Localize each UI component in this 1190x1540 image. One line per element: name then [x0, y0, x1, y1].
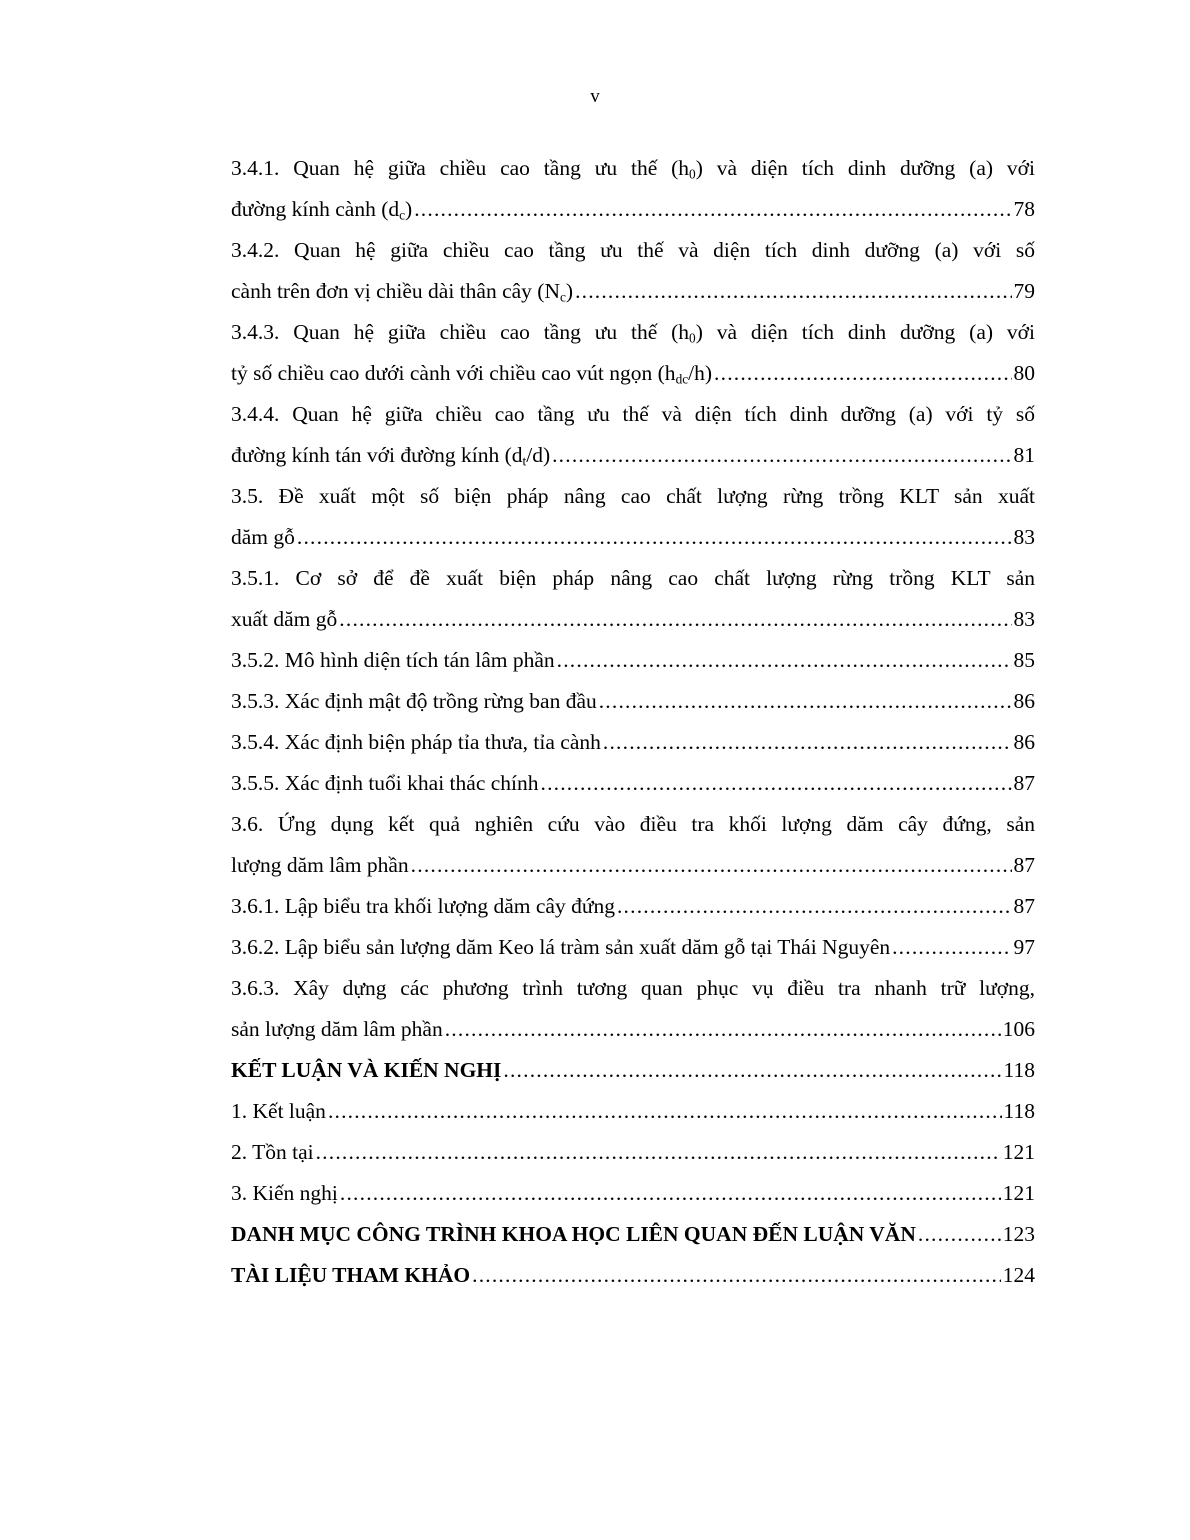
toc-entry-text: 3.5.2. Mô hình diện tích tán lâm phần [231, 648, 555, 672]
toc-entry-text: 3.5.5. Xác định tuổi khai thác chính [231, 771, 539, 795]
toc-entry-line2: xuất dăm gỗ [231, 607, 338, 631]
toc-entry-line1: 3.4.4. Quan hệ giữa chiều cao tầng ưu thế và diện tích dinh dưỡng (a) với tỷ số [231, 402, 1035, 426]
leader-dots [328, 1091, 1002, 1132]
toc-entry-3-4-3[interactable] [231, 312, 1035, 394]
table-of-contents [231, 148, 1035, 1296]
leader-dots [339, 599, 1011, 640]
toc-entry-text: 3.5.3. Xác định mật độ trồng rừng ban đầu [231, 689, 597, 713]
toc-page-number: 118 [1003, 1099, 1035, 1123]
toc-entry-line1: 3.4.2. Quan hệ giữa chiều cao tầng ưu thế và diện tích dinh dưỡng (a) với số [231, 238, 1035, 262]
toc-page-number: 85 [1013, 648, 1035, 672]
toc-page-number: 106 [1002, 1017, 1035, 1041]
toc-entry-line2: sản lượng dăm lâm phần [231, 1017, 443, 1041]
leader-dots [557, 640, 1012, 681]
toc-entry-3-6-2[interactable] [231, 927, 1035, 968]
toc-entry-line2: đường kính cành $(d_c)$ [231, 197, 413, 223]
toc-page-number: 81 [1013, 443, 1035, 467]
toc-entry-kien-nghi[interactable] [231, 1173, 1035, 1214]
toc-entry-line2: lượng dăm lâm phần [231, 853, 409, 877]
toc-page-number: 87 [1013, 894, 1035, 918]
toc-entry-text: 2. Tồn tại [231, 1140, 314, 1164]
toc-entry-line2: dăm gỗ [231, 525, 295, 549]
leader-dots [552, 435, 1011, 476]
toc-entry-line1: 3.5. Đề xuất một số biện pháp nâng cao chất lượng rừng trồng KLT sản xuất [231, 484, 1035, 508]
toc-entry-ton-tai[interactable] [231, 1132, 1035, 1173]
leader-dots [541, 763, 1012, 804]
toc-entry-3-5-4[interactable] [231, 722, 1035, 763]
toc-entry-text: DANH MỤC CÔNG TRÌNH KHOA HỌC LIÊN QUAN ĐẾN LUẬN VĂN [231, 1222, 916, 1246]
toc-page-number: 79 [1013, 279, 1035, 303]
toc-entry-3-6-1[interactable] [231, 886, 1035, 927]
toc-page-number: 87 [1013, 853, 1035, 877]
leader-dots [503, 1050, 1001, 1091]
toc-entry-3-5-3[interactable] [231, 681, 1035, 722]
leader-dots [472, 1255, 1001, 1296]
toc-entry-3-5-2[interactable] [231, 640, 1035, 681]
leader-dots [617, 886, 1012, 927]
leader-dots [599, 681, 1012, 722]
toc-entry-text: 3.6.1. Lập biểu tra khối lượng dăm cây đứng [231, 894, 615, 918]
leader-dots [297, 517, 1012, 558]
toc-page-number: 86 [1013, 730, 1035, 754]
leader-dots [603, 722, 1012, 763]
toc-entry-3-6[interactable] [231, 804, 1035, 886]
leader-dots [340, 1173, 1001, 1214]
toc-page-number: 121 [1002, 1140, 1035, 1164]
leader-dots [714, 353, 1011, 394]
toc-entry-3-4-4[interactable] [231, 394, 1035, 476]
leader-dots [414, 189, 1011, 230]
page-number: v [590, 86, 600, 107]
toc-entry-line1: 3.4.1. Quan hệ giữa chiều cao tầng ưu thế $(h_0)$ và diện tích dinh dưỡng (a) với [231, 156, 1035, 182]
toc-entry-text: 3.5.4. Xác định biện pháp tỉa thưa, tỉa cành [231, 730, 601, 754]
toc-entry-conclusion[interactable] [231, 1050, 1035, 1091]
toc-page-number: 86 [1013, 689, 1035, 713]
toc-page-number: 124 [1002, 1263, 1035, 1287]
toc-page-number: 121 [1002, 1181, 1035, 1205]
toc-entry-text: 3.6.2. Lập biểu sản lượng dăm Keo lá tràm sản xuất dăm gỗ tại Thái Nguyên [231, 935, 891, 959]
toc-entry-line2: tỷ số chiều cao dưới cành với chiều cao vút ngọn $(h_{dc}/h)$ [231, 361, 713, 387]
toc-entry-3-5-5[interactable] [231, 763, 1035, 804]
toc-page-number: 118 [1003, 1058, 1035, 1082]
toc-entry-text: 3. Kiến nghị [231, 1181, 338, 1205]
toc-entry-publications[interactable] [231, 1214, 1035, 1255]
toc-page-number: 123 [1002, 1222, 1035, 1246]
toc-entry-line2: đường kính tán với đường kính $(d_t/d)$ [231, 443, 551, 469]
leader-dots [411, 845, 1012, 886]
toc-entry-line1: 3.4.3. Quan hệ giữa chiều cao tầng ưu thế $(h_0)$ và diện tích dinh dưỡng (a) với [231, 320, 1035, 346]
toc-entry-line1: 3.5.1. Cơ sở để đề xuất biện pháp nâng cao chất lượng rừng trồng KLT sản [231, 566, 1035, 590]
toc-page-number: 83 [1013, 525, 1035, 549]
toc-entry-ket-luan[interactable] [231, 1091, 1035, 1132]
toc-entry-line1: 3.6.3. Xây dựng các phương trình tương quan phục vụ điều tra nhanh trữ lượng, [231, 976, 1035, 1000]
toc-page-number: 87 [1013, 771, 1035, 795]
toc-entry-3-5-1[interactable] [231, 558, 1035, 640]
leader-dots [892, 927, 1011, 968]
leader-dots [316, 1132, 1001, 1173]
leader-dots [445, 1009, 1001, 1050]
toc-entry-3-6-3[interactable] [231, 968, 1035, 1050]
toc-entry-text: KẾT LUẬN VÀ KIẾN NGHỊ [231, 1058, 502, 1082]
toc-entry-3-4-1[interactable] [231, 148, 1035, 230]
toc-entry-3-5[interactable] [231, 476, 1035, 558]
toc-page-number: 97 [1013, 935, 1035, 959]
toc-entry-references[interactable] [231, 1255, 1035, 1296]
toc-entry-line1: 3.6. Ứng dụng kết quả nghiên cứu vào điều tra khối lượng dăm cây đứng, sản [231, 812, 1035, 836]
toc-entry-text: TÀI LIỆU THAM KHẢO [231, 1263, 471, 1287]
toc-page-number: 80 [1013, 361, 1035, 385]
toc-page-number: 83 [1013, 607, 1035, 631]
toc-entry-3-4-2[interactable] [231, 230, 1035, 312]
toc-page-number: 78 [1013, 197, 1035, 221]
toc-entry-text: 1. Kết luận [231, 1099, 326, 1123]
leader-dots [575, 271, 1011, 312]
toc-entry-line2: cành trên đơn vị chiều dài thân cây $(N_c)$ [231, 279, 574, 305]
leader-dots [918, 1214, 1001, 1255]
